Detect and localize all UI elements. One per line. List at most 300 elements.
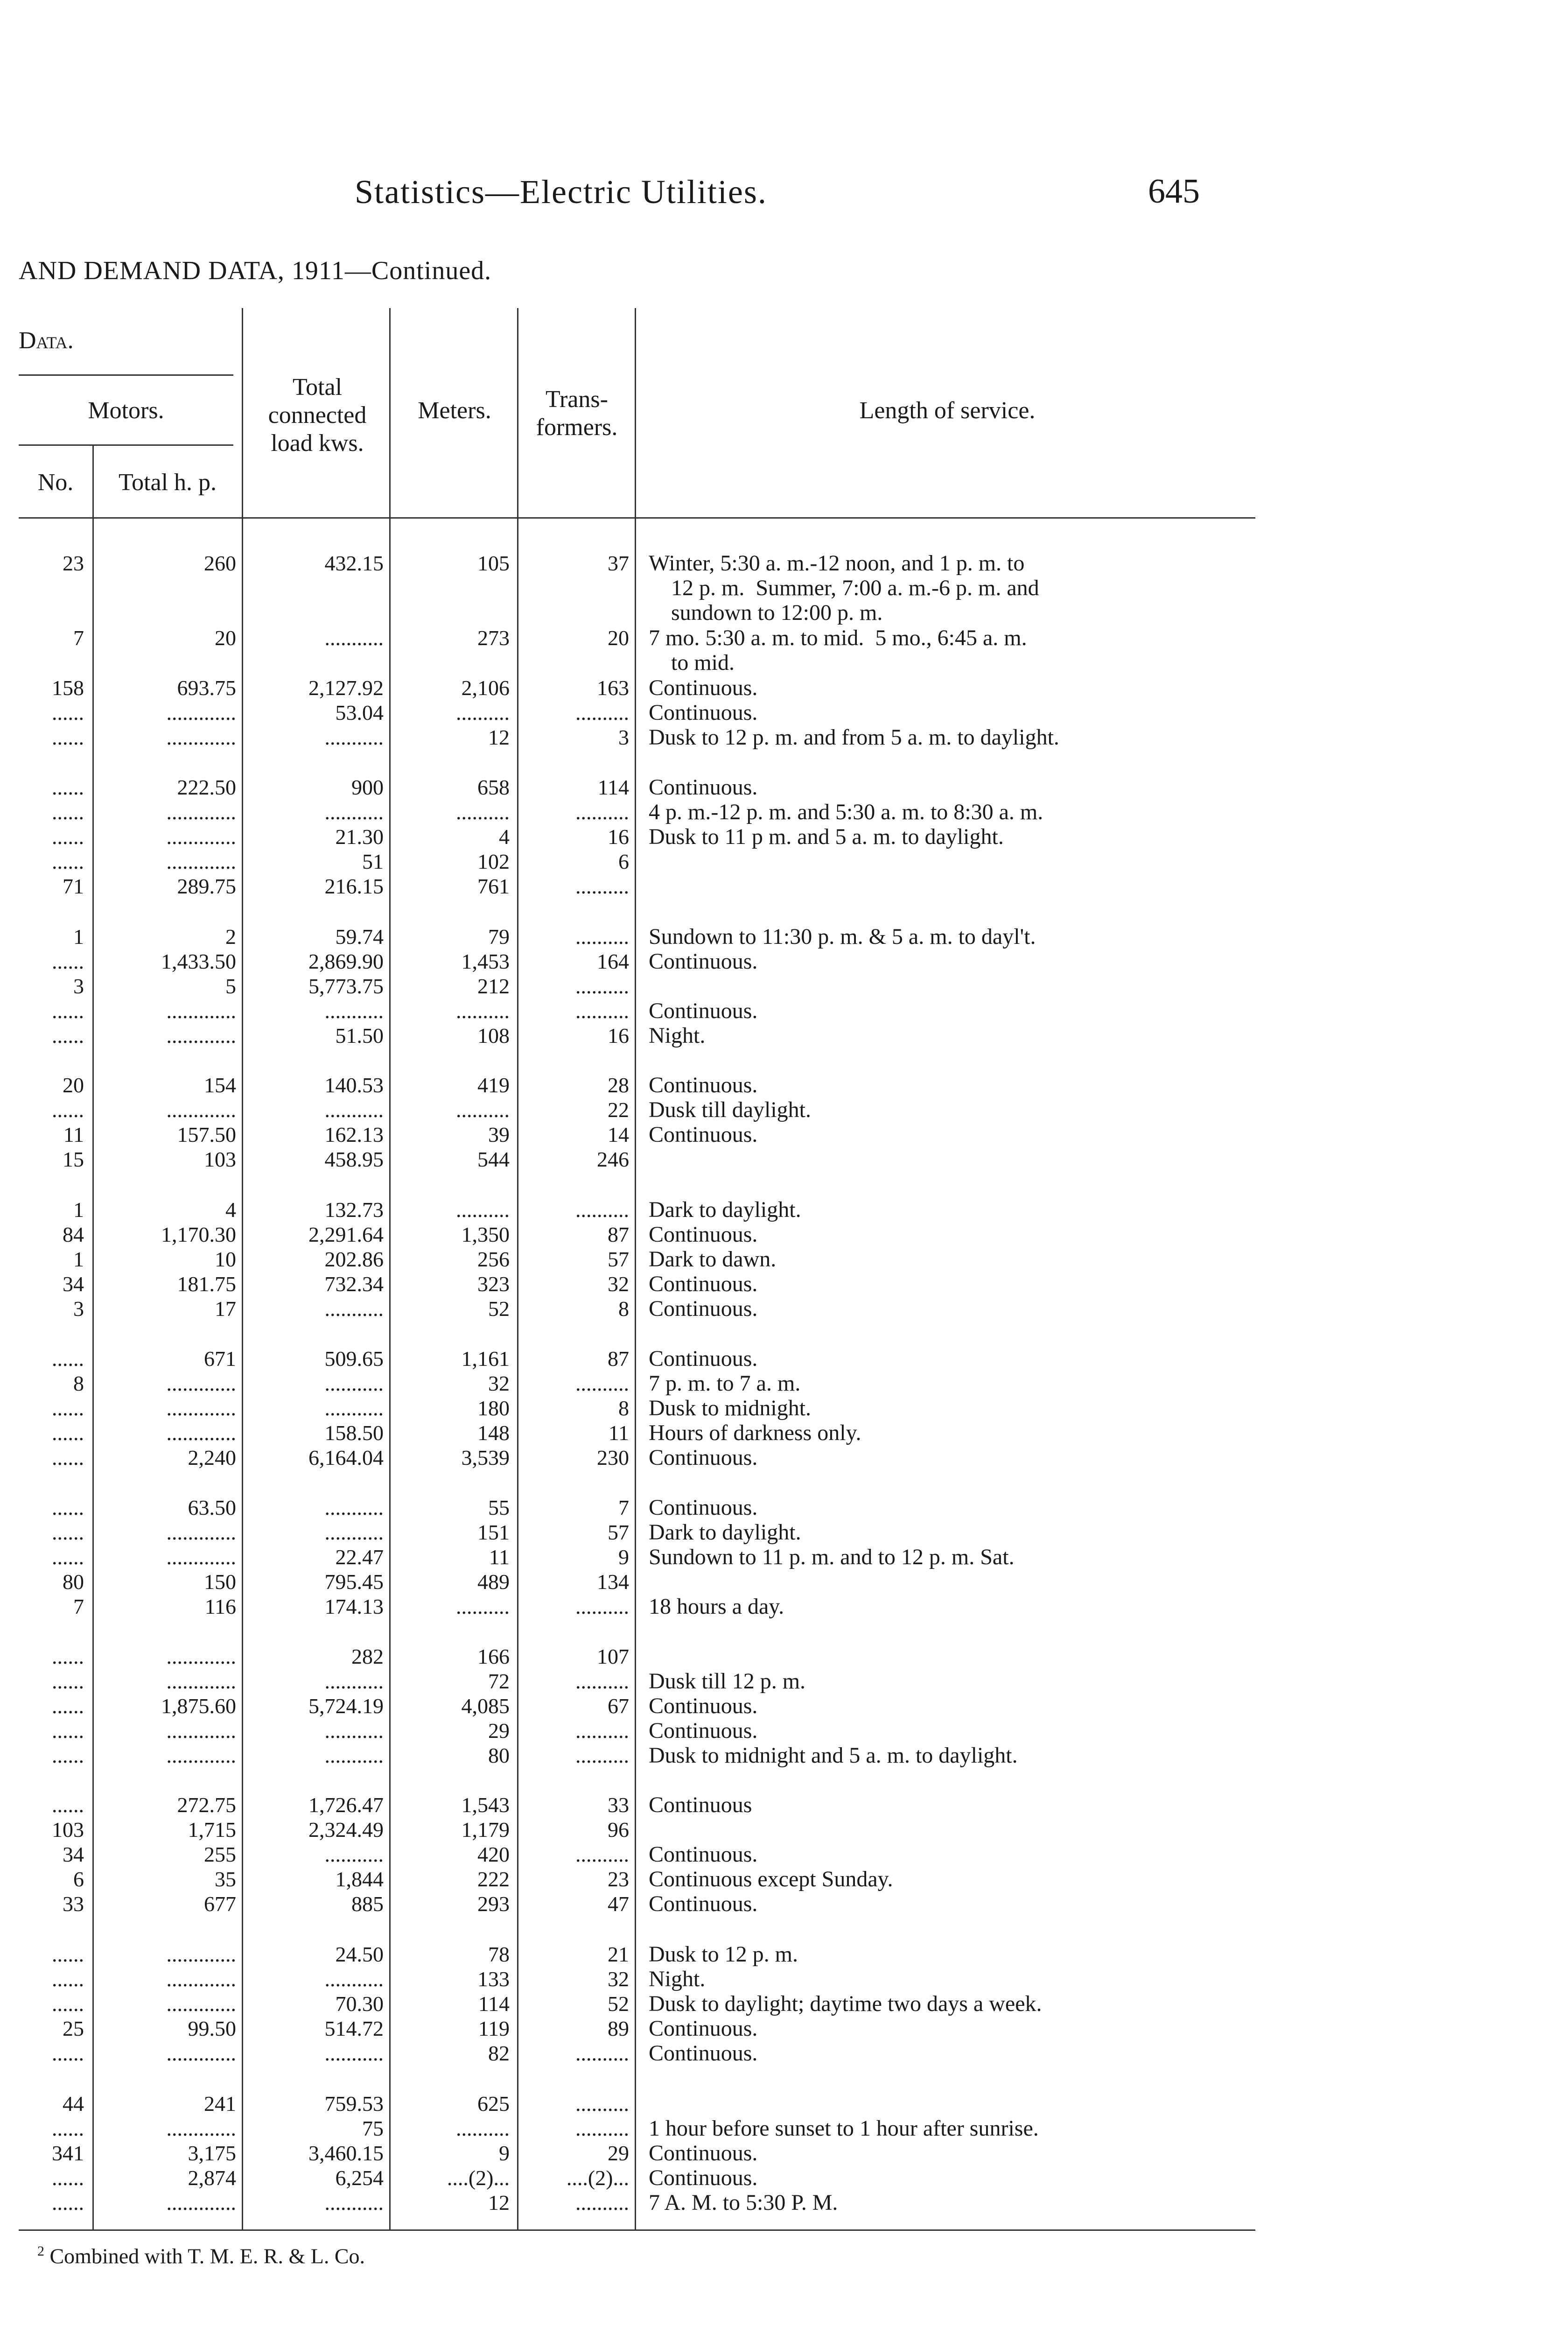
- table-cell-hp: .............: [166, 2041, 236, 2065]
- table-cell-service: Winter, 5:30 a. m.-12 noon, and 1 p. m. to 12 p. m. Summer, 7:00 a. m.-6 p. m. and sundown to 12:00 p. m.: [649, 551, 1039, 625]
- table-cell-trans: 57: [608, 1247, 629, 1271]
- table-cell-no: ......: [52, 1098, 84, 1122]
- table-cell-meters: 1,161: [461, 1347, 510, 1371]
- table-cell-load: ...........: [324, 626, 384, 650]
- table-cell-load: 132.73: [324, 1198, 384, 1222]
- page-number: 645: [1148, 172, 1200, 211]
- table-cell-trans: 52: [608, 1992, 629, 2016]
- table-cell-meters: 4: [499, 825, 510, 849]
- table-cell-meters: 29: [488, 1719, 510, 1743]
- table-cell-meters: ..........: [456, 999, 510, 1023]
- table-cell-trans: 8: [618, 1396, 629, 1420]
- table-cell-load: ...........: [324, 1297, 384, 1321]
- table-cell-hp: 99.50: [188, 2017, 236, 2040]
- table-cell-no: 44: [63, 2092, 84, 2116]
- table-cell-service: 1 hour before sunset to 1 hour after sunrise.: [649, 2116, 1039, 2141]
- table-cell-hp: 255: [204, 1842, 236, 1866]
- table-cell-trans: 87: [608, 1347, 629, 1371]
- table-cell-service: 18 hours a day.: [649, 1594, 784, 1619]
- table-cell-trans: ..........: [575, 2116, 629, 2140]
- table-cell-service: Dark to daylight.: [649, 1520, 801, 1545]
- table-cell-trans: 114: [597, 775, 629, 799]
- table-cell-load: 70.30: [335, 1992, 384, 2016]
- table-cell-trans: ..........: [575, 1669, 629, 1693]
- table-cell-hp: 63.50: [188, 1496, 236, 1519]
- table-cell-load: 2,291.64: [308, 1223, 384, 1246]
- table-cell-hp: .............: [166, 1719, 236, 1743]
- table-cell-meters: 658: [477, 775, 510, 799]
- table-cell-no: ......: [52, 701, 84, 724]
- table-cell-service: Sundown to 11 p. m. and to 12 p. m. Sat.: [649, 1545, 1015, 1569]
- table-cell-no: ......: [52, 850, 84, 873]
- table-cell-no: ......: [52, 1421, 84, 1445]
- table-cell-hp: .............: [166, 1645, 236, 1668]
- table-cell-service: Dusk to 11 p m. and 5 a. m. to daylight.: [649, 824, 1004, 849]
- table-cell-load: 51.50: [335, 1024, 384, 1047]
- table-cell-load: 24.50: [335, 1942, 384, 1966]
- table-cell-trans: 21: [608, 1942, 629, 1966]
- table-cell-meters: 80: [488, 1743, 510, 1767]
- table-cell-meters: 9: [499, 2141, 510, 2165]
- table-cell-service: Continuous.: [649, 2165, 758, 2190]
- table-cell-trans: 107: [597, 1645, 629, 1668]
- table-cell-load: ...........: [324, 725, 384, 749]
- table-cell-trans: 11: [608, 1421, 629, 1445]
- table-cell-meters: 293: [477, 1892, 510, 1916]
- table-cell-hp: 20: [215, 626, 236, 650]
- table-cell-load: 1,726.47: [308, 1793, 384, 1817]
- table-cell-service: Hours of darkness only.: [649, 1420, 861, 1445]
- table-cell-service: Continuous.: [649, 1694, 758, 1718]
- table-cell-load: 22.47: [335, 1545, 384, 1569]
- table-cell-hp: 116: [204, 1595, 236, 1618]
- table-cell-no: ......: [52, 949, 84, 973]
- table-cell-service: 4 p. m.-12 p. m. and 5:30 a. m. to 8:30 a. m.: [649, 800, 1043, 824]
- header-rule: [19, 517, 1255, 519]
- table-cell-meters: 133: [477, 1967, 510, 1991]
- table-cell-trans: ..........: [575, 999, 629, 1023]
- table-cell-meters: 420: [477, 1842, 510, 1866]
- length-of-service-header: Length of service.: [859, 397, 1036, 424]
- table-cell-load: ...........: [324, 1396, 384, 1420]
- table-cell-service: Continuous.: [649, 2016, 758, 2041]
- table-cell-no: ......: [52, 800, 84, 824]
- table-cell-meters: 82: [488, 2041, 510, 2065]
- table-cell-load: 140.53: [324, 1073, 384, 1097]
- table-cell-trans: 67: [608, 1694, 629, 1718]
- table-cell-meters: 119: [478, 2017, 510, 2040]
- table-cell-no: ......: [52, 2116, 84, 2140]
- table-cell-meters: 3,539: [461, 1446, 510, 1469]
- table-cell-no: ......: [52, 725, 84, 749]
- table-cell-no: 1: [73, 925, 84, 949]
- table-cell-hp: .............: [166, 1942, 236, 1966]
- table-cell-hp: 2,874: [188, 2166, 236, 2190]
- footnote-text: Combined with T. M. E. R. & L. Co.: [49, 2244, 365, 2268]
- table-cell-trans: 3: [618, 725, 629, 749]
- table-cell-no: 7: [73, 1595, 84, 1618]
- table-cell-no: ......: [52, 1967, 84, 1991]
- table-cell-no: 1: [73, 1247, 84, 1271]
- table-cell-no: ......: [52, 1942, 84, 1966]
- table-cell-meters: ..........: [456, 800, 510, 824]
- table-cell-load: ...........: [324, 999, 384, 1023]
- table-cell-no: 15: [63, 1147, 84, 1171]
- table-cell-hp: 150: [204, 1570, 236, 1594]
- table-cell-hp: 5: [225, 974, 236, 998]
- table-cell-hp: .............: [166, 999, 236, 1023]
- table-cell-service: Continuous.: [649, 1272, 758, 1296]
- table-cell-service: 7 p. m. to 7 a. m.: [649, 1371, 801, 1396]
- table-cell-trans: 8: [618, 1297, 629, 1321]
- table-cell-hp: 1,715: [188, 1818, 236, 1842]
- motors-group-header: Motors.: [88, 397, 164, 424]
- table-cell-hp: .............: [166, 800, 236, 824]
- table-cell-trans: 28: [608, 1073, 629, 1097]
- table-cell-meters: 108: [477, 1024, 510, 1047]
- table-cell-meters: 1,179: [461, 1818, 510, 1842]
- table-cell-load: ...........: [324, 1520, 384, 1544]
- table-cell-meters: 12: [488, 725, 510, 749]
- table-cell-service: Continuous.: [649, 1122, 758, 1147]
- table-cell-trans: 16: [608, 1024, 629, 1047]
- table-cell-meters: 4,085: [461, 1694, 510, 1718]
- table-cell-load: ...........: [324, 1743, 384, 1767]
- table-cell-service: Continuous.: [649, 949, 758, 974]
- table-cell-service: Sundown to 11:30 p. m. & 5 a. m. to dayl't.: [649, 924, 1036, 949]
- table-cell-no: 71: [63, 874, 84, 898]
- table-cell-hp: .............: [166, 2116, 236, 2140]
- table-cell-load: 53.04: [335, 701, 384, 724]
- table-cell-trans: 37: [608, 551, 629, 575]
- table-cell-load: 2,127.92: [308, 676, 384, 700]
- table-cell-no: ......: [52, 1347, 84, 1371]
- table-cell-meters: ..........: [456, 1595, 510, 1618]
- table-cell-service: Dusk to midnight.: [649, 1396, 812, 1420]
- table-cell-load: 6,254: [335, 2166, 384, 2190]
- table-cell-no: 84: [63, 1223, 84, 1246]
- table-cell-hp: 10: [215, 1247, 236, 1271]
- total-load-header: Total connected load kws.: [268, 374, 367, 457]
- table-cell-meters: 72: [488, 1669, 510, 1693]
- table-cell-hp: 1,170.30: [161, 1223, 236, 1246]
- table-cell-load: 900: [351, 775, 384, 799]
- table-cell-service: Dusk till 12 p. m.: [649, 1669, 806, 1694]
- table-cell-service: Continuous.: [649, 775, 758, 800]
- table-cell-service: Continuous.: [649, 1891, 758, 1916]
- table-cell-no: ......: [52, 1694, 84, 1718]
- table-cell-no: ......: [52, 2166, 84, 2190]
- table-cell-load: 5,724.19: [308, 1694, 384, 1718]
- table-cell-trans: 23: [608, 1867, 629, 1891]
- table-cell-no: ......: [52, 1669, 84, 1693]
- table-cell-trans: 164: [597, 949, 629, 973]
- table-cell-service: Dusk to 12 p. m. and from 5 a. m. to daylight.: [649, 725, 1059, 750]
- table-cell-service: Continuous.: [649, 1222, 758, 1247]
- table-cell-trans: ..........: [575, 1371, 629, 1395]
- column-rule: [389, 308, 391, 2229]
- table-cell-trans: 7: [618, 1496, 629, 1519]
- transformers-header: Trans- formers.: [536, 386, 618, 441]
- table-cell-meters: 222: [477, 1867, 510, 1891]
- table-cell-meters: 1,543: [461, 1793, 510, 1817]
- table-cell-no: 25: [63, 2017, 84, 2040]
- table-cell-trans: ..........: [575, 701, 629, 724]
- motors-hp-header: Total h. p.: [118, 469, 217, 496]
- table-cell-trans: 47: [608, 1892, 629, 1916]
- table-cell-meters: 761: [477, 874, 510, 898]
- table-cell-load: 51: [362, 850, 384, 873]
- table-cell-hp: .............: [166, 1967, 236, 1991]
- table-cell-load: 21.30: [335, 825, 384, 849]
- table-cell-hp: .............: [166, 1669, 236, 1693]
- table-cell-trans: ..........: [575, 1743, 629, 1767]
- table-cell-service: Dusk till daylight.: [649, 1097, 811, 1122]
- table-cell-load: 1,844: [335, 1867, 384, 1891]
- table-cell-meters: 39: [488, 1123, 510, 1146]
- table-cell-no: ......: [52, 1992, 84, 2016]
- table-cell-no: 23: [63, 551, 84, 575]
- table-cell-meters: 625: [477, 2092, 510, 2116]
- table-cell-load: 6,164.04: [308, 1446, 384, 1469]
- column-rule: [517, 308, 518, 2229]
- table-cell-trans: 33: [608, 1793, 629, 1817]
- table-cell-load: 732.34: [324, 1272, 384, 1296]
- table-cell-hp: .............: [166, 1743, 236, 1767]
- table-cell-meters: 78: [488, 1942, 510, 1966]
- table-cell-load: ...........: [324, 1967, 384, 1991]
- table-cell-load: ...........: [324, 800, 384, 824]
- table-cell-service: Continuous.: [649, 700, 758, 725]
- table-cell-meters: 489: [477, 1570, 510, 1594]
- table-cell-service: Continuous.: [649, 675, 758, 700]
- table-cell-meters: ..........: [456, 701, 510, 724]
- table-cell-meters: 12: [488, 2191, 510, 2214]
- table-cell-meters: 419: [477, 1073, 510, 1097]
- table-cell-load: ...........: [324, 1098, 384, 1122]
- table-cell-hp: 693.75: [177, 676, 236, 700]
- table-cell-hp: 241: [204, 2092, 236, 2116]
- table-cell-load: ...........: [324, 1496, 384, 1519]
- table-cell-no: ......: [52, 775, 84, 799]
- table-cell-no: ......: [52, 999, 84, 1023]
- table-cell-service: Continuous.: [649, 2141, 758, 2165]
- table-cell-hp: 181.75: [177, 1272, 236, 1296]
- table-cell-trans: 87: [608, 1223, 629, 1246]
- table-cell-service: 7 A. M. to 5:30 P. M.: [649, 2190, 838, 2215]
- table-cell-service: Continuous.: [649, 1445, 758, 1470]
- header-rule: [19, 374, 233, 376]
- footnote-marker: 2: [37, 2243, 44, 2259]
- table-cell-meters: 1,350: [461, 1223, 510, 1246]
- section-label: Data.: [19, 327, 74, 354]
- table-cell-hp: 3,175: [188, 2141, 236, 2165]
- table-cell-meters: 79: [488, 925, 510, 949]
- table-cell-hp: 272.75: [177, 1793, 236, 1817]
- table-cell-service: Dusk to daylight; daytime two days a week.: [649, 1991, 1042, 2016]
- table-cell-trans: 6: [618, 850, 629, 873]
- table-cell-service: Continuous: [649, 1793, 752, 1817]
- table-cell-trans: 22: [608, 1098, 629, 1122]
- table-cell-hp: .............: [166, 701, 236, 724]
- table-cell-no: 80: [63, 1570, 84, 1594]
- table-cell-no: ......: [52, 1719, 84, 1743]
- table-cell-hp: 4: [225, 1198, 236, 1222]
- header-rule: [19, 444, 233, 446]
- table-cell-meters: 55: [488, 1496, 510, 1519]
- table-cell-load: 795.45: [324, 1570, 384, 1594]
- table-cell-meters: 114: [478, 1992, 510, 2016]
- table-cell-trans: 163: [597, 676, 629, 700]
- table-cell-no: 1: [73, 1198, 84, 1222]
- table-cell-no: 11: [63, 1123, 84, 1146]
- table-cell-load: 59.74: [335, 925, 384, 949]
- table-cell-load: ...........: [324, 1371, 384, 1395]
- table-cell-meters: ..........: [456, 2116, 510, 2140]
- table-cell-load: 174.13: [324, 1595, 384, 1618]
- table-cell-no: 103: [52, 1818, 84, 1842]
- table-cell-trans: ..........: [575, 1198, 629, 1222]
- table-cell-no: ......: [52, 1024, 84, 1047]
- table-cell-trans: 96: [608, 1818, 629, 1842]
- table-cell-load: 202.86: [324, 1247, 384, 1271]
- table-cell-service: 7 mo. 5:30 a. m. to mid. 5 mo., 6:45 a. m. to mid.: [649, 626, 1027, 675]
- table-cell-hp: 1,875.60: [161, 1694, 236, 1718]
- table-cell-load: 514.72: [324, 2017, 384, 2040]
- table-cell-hp: .............: [166, 1024, 236, 1047]
- table-cell-hp: 157.50: [177, 1123, 236, 1146]
- table-cell-hp: .............: [166, 850, 236, 873]
- table-cell-trans: ..........: [575, 2041, 629, 2065]
- table-cell-no: 8: [73, 1371, 84, 1395]
- table-cell-load: 216.15: [324, 874, 384, 898]
- footnote: [37, 2243, 365, 2268]
- table-cell-meters: 151: [477, 1520, 510, 1544]
- table-cell-trans: 29: [608, 2141, 629, 2165]
- table-cell-no: ......: [52, 1520, 84, 1544]
- table-cell-service: Continuous.: [649, 1346, 758, 1371]
- table-cell-no: 6: [73, 1867, 84, 1891]
- table-cell-service: Continuous except Sunday.: [649, 1867, 893, 1891]
- table-cell-meters: 105: [477, 551, 510, 575]
- table-cell-hp: 677: [204, 1892, 236, 1916]
- table-cell-hp: .............: [166, 1371, 236, 1395]
- table-cell-no: ......: [52, 1793, 84, 1817]
- table-cell-trans: ..........: [575, 800, 629, 824]
- table-cell-load: 432.15: [324, 551, 384, 575]
- table-cell-trans: 14: [608, 1123, 629, 1146]
- table-cell-hp: 2: [225, 925, 236, 949]
- table-cell-no: 33: [63, 1892, 84, 1916]
- table-cell-trans: 9: [618, 1545, 629, 1569]
- meters-header: Meters.: [418, 397, 491, 424]
- table-cell-no: ......: [52, 825, 84, 849]
- table-cell-no: ......: [52, 1396, 84, 1420]
- table-cell-meters: ..........: [456, 1198, 510, 1222]
- table-cell-load: 3,460.15: [308, 2141, 384, 2165]
- column-rule: [242, 308, 243, 2229]
- table-cell-load: 5,773.75: [308, 974, 384, 998]
- table-cell-no: 3: [73, 974, 84, 998]
- table-bottom-rule: [19, 2229, 1255, 2231]
- table-cell-meters: 52: [488, 1297, 510, 1321]
- table-cell-meters: 148: [477, 1421, 510, 1445]
- table-cell-meters: 212: [477, 974, 510, 998]
- table-cell-meters: 1,453: [461, 949, 510, 973]
- table-cell-no: ......: [52, 1743, 84, 1767]
- table-cell-service: Continuous.: [649, 1842, 758, 1867]
- table-cell-hp: .............: [166, 1421, 236, 1445]
- table-cell-trans: ..........: [575, 925, 629, 949]
- table-cell-service: Night.: [649, 1967, 706, 1991]
- table-cell-service: Continuous.: [649, 1296, 758, 1321]
- table-cell-service: Dark to daylight.: [649, 1197, 801, 1222]
- table-cell-load: 282: [351, 1645, 384, 1668]
- table-cell-hp: 222.50: [177, 775, 236, 799]
- table-cell-meters: 323: [477, 1272, 510, 1296]
- table-cell-trans: 57: [608, 1520, 629, 1544]
- table-cell-hp: 2,240: [188, 1446, 236, 1469]
- table-cell-no: 158: [52, 676, 84, 700]
- table-cell-meters: 544: [477, 1147, 510, 1171]
- table-cell-trans: ..........: [575, 1719, 629, 1743]
- column-rule: [635, 308, 636, 2229]
- table-cell-hp: .............: [166, 2191, 236, 2214]
- table-cell-no: 3: [73, 1297, 84, 1321]
- table-cell-trans: ....(2)...: [566, 2166, 629, 2190]
- table-cell-load: ...........: [324, 1842, 384, 1866]
- table-cell-trans: 32: [608, 1967, 629, 1991]
- table-cell-trans: 16: [608, 825, 629, 849]
- column-rule: [92, 444, 94, 2229]
- table-cell-load: 75: [362, 2116, 384, 2140]
- table-cell-trans: ..........: [575, 2092, 629, 2116]
- table-cell-hp: .............: [166, 725, 236, 749]
- table-cell-trans: 134: [597, 1570, 629, 1594]
- table-cell-load: 885: [351, 1892, 384, 1916]
- table-cell-no: ......: [52, 1645, 84, 1668]
- table-cell-load: 158.50: [324, 1421, 384, 1445]
- table-cell-trans: 230: [597, 1446, 629, 1469]
- table-cell-load: 759.53: [324, 2092, 384, 2116]
- table-cell-service: Dusk to 12 p. m.: [649, 1942, 798, 1967]
- table-cell-no: ......: [52, 2041, 84, 2065]
- table-cell-load: 2,324.49: [308, 1818, 384, 1842]
- table-cell-hp: 154: [204, 1073, 236, 1097]
- table-cell-service: Continuous.: [649, 2041, 758, 2066]
- table-cell-load: 509.65: [324, 1347, 384, 1371]
- table-cell-hp: .............: [166, 1545, 236, 1569]
- table-cell-meters: 273: [477, 626, 510, 650]
- table-cell-load: 2,869.90: [308, 949, 384, 973]
- table-cell-load: ...........: [324, 1719, 384, 1743]
- table-cell-hp: .............: [166, 1098, 236, 1122]
- table-subheading: AND DEMAND DATA, 1911—Continued.: [19, 256, 492, 285]
- table-cell-no: 341: [52, 2141, 84, 2165]
- table-cell-hp: 35: [215, 1867, 236, 1891]
- running-title: Statistics—Electric Utilities.: [355, 173, 767, 211]
- table-cell-meters: 32: [488, 1371, 510, 1395]
- table-cell-load: 458.95: [324, 1147, 384, 1171]
- table-cell-meters: 11: [489, 1545, 510, 1569]
- table-cell-hp: .............: [166, 1992, 236, 2016]
- table-cell-hp: 671: [204, 1347, 236, 1371]
- table-cell-hp: 289.75: [177, 874, 236, 898]
- table-cell-load: ...........: [324, 2191, 384, 2214]
- table-cell-service: Dusk to midnight and 5 a. m. to daylight.: [649, 1743, 1018, 1768]
- table-cell-service: Night.: [649, 1023, 706, 1048]
- table-cell-trans: ..........: [575, 874, 629, 898]
